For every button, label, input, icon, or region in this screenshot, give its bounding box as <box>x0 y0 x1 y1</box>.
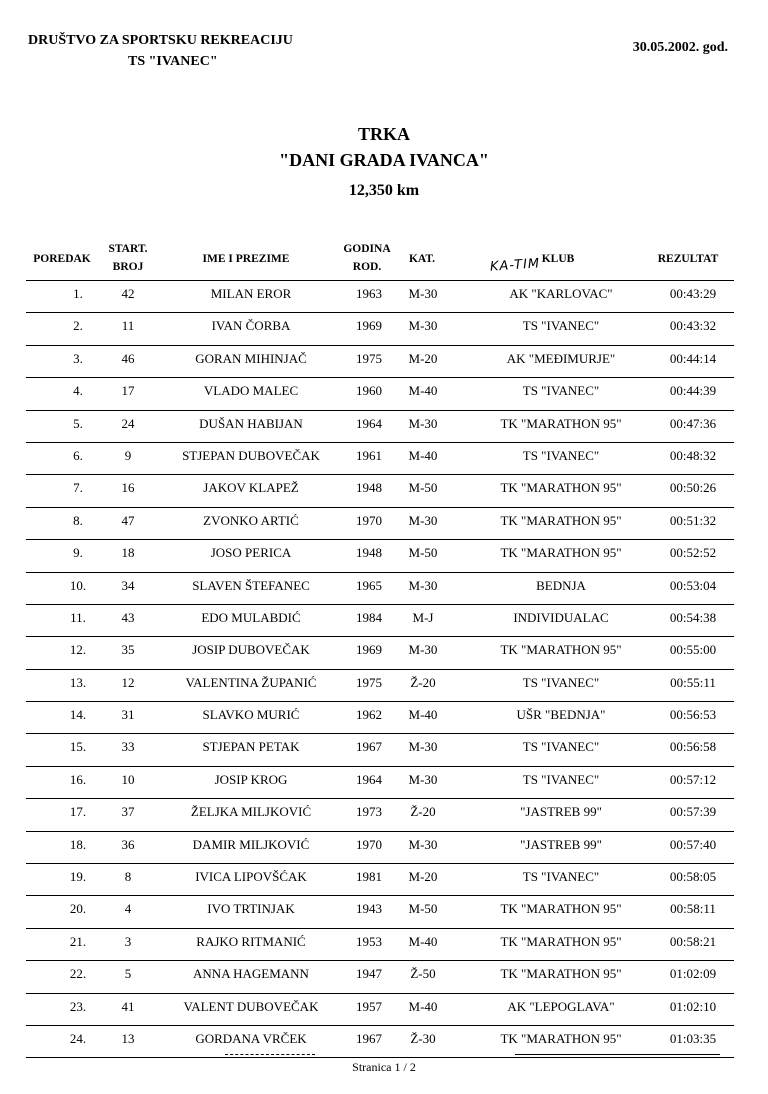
cell-result: 00:47:36 <box>669 415 717 431</box>
cell-result: 00:57:12 <box>669 771 717 787</box>
cell-start-number: 12 <box>121 674 135 690</box>
cell-result: 01:03:35 <box>669 1030 717 1046</box>
cell-name: SLAVKO MURIĆ <box>202 707 300 723</box>
cell-position: 17. <box>69 804 87 820</box>
cell-name: MILAN EROR <box>210 286 292 301</box>
cell-name: ZVONKO ARTIĆ <box>203 512 299 528</box>
cell-position: 15. <box>69 739 87 755</box>
cell-category: M-40 <box>408 447 438 463</box>
cell-start-number: 47 <box>121 512 135 528</box>
cell-category: M-30 <box>408 836 438 852</box>
cell-birth-year: 1961 <box>356 447 382 463</box>
cell-name: EDO MULABDIĆ <box>201 609 301 625</box>
cell-club: TK "MARATHON 95" <box>500 415 622 431</box>
cell-club: AK "MEĐIMURJE" <box>506 350 616 366</box>
cell-position: 5. <box>73 415 83 431</box>
cell-name: JOSO PERICA <box>210 545 292 561</box>
page-number: Stranica 1 / 2 <box>352 1060 416 1074</box>
cell-name: VLADO MALEC <box>203 383 299 399</box>
table-row <box>26 281 734 313</box>
cell-category: M-30 <box>408 739 438 755</box>
cell-category: M-30 <box>408 512 438 528</box>
table-row <box>26 605 734 637</box>
table-row <box>26 702 734 734</box>
cell-result: 00:55:00 <box>669 642 717 658</box>
cell-name: DUŠAN HABIJAN <box>199 415 303 431</box>
cell-position: 20. <box>69 901 87 917</box>
cell-name: STJEPAN PETAK <box>202 739 300 755</box>
cell-club: TK "MARATHON 95" <box>500 512 622 528</box>
cell-result: 00:56:58 <box>669 739 717 755</box>
cell-position: 18. <box>69 836 87 852</box>
cell-result: 00:52:52 <box>669 545 717 561</box>
cell-club: TK "MARATHON 95" <box>500 933 622 949</box>
org-line-1: DRUŠTVO ZA SPORTSKU REKREACIJU <box>28 33 293 48</box>
cell-club: TK "MARATHON 95" <box>500 1030 622 1046</box>
cell-club: TK "MARATHON 95" <box>500 966 622 982</box>
cell-birth-year: 1963 <box>356 286 382 301</box>
organization-name <box>28 30 293 72</box>
cell-result: 00:43:32 <box>669 318 717 334</box>
cell-name: STJEPAN DUBOVEČAK <box>182 447 320 463</box>
cell-category: Ž-30 <box>410 1030 436 1046</box>
cell-club: TS "IVANEC" <box>522 318 600 334</box>
cell-position: 6. <box>73 447 83 463</box>
cell-position: 22. <box>69 966 87 982</box>
cell-position: 24. <box>69 1030 87 1046</box>
cell-category: M-30 <box>408 415 438 431</box>
cell-club: "JASTREB 99" <box>520 804 602 820</box>
cell-name: ANNA HAGEMANN <box>193 966 309 982</box>
cell-result: 01:02:10 <box>669 998 717 1014</box>
cell-name: GORDANA VRČEK <box>195 1030 307 1046</box>
cell-name: RAJKO RITMANIĆ <box>196 933 306 949</box>
cell-club: TS "IVANEC" <box>522 739 600 755</box>
cell-result: 00:58:05 <box>669 869 717 885</box>
cell-result: 00:44:39 <box>669 383 717 399</box>
cell-start-number: 16 <box>121 480 135 496</box>
col-header-year-line2: ROD. <box>352 261 382 273</box>
cell-position: 11. <box>70 609 86 625</box>
cell-birth-year: 1947 <box>356 966 382 982</box>
table-row <box>26 573 734 605</box>
table-row <box>26 767 734 799</box>
cell-position: 1. <box>73 286 83 301</box>
cell-category: Ž-50 <box>410 966 436 982</box>
cell-birth-year: 1943 <box>356 901 382 917</box>
cell-category: M-50 <box>408 545 438 561</box>
cell-name: JOSIP KROG <box>214 771 288 787</box>
table-row <box>26 799 734 831</box>
cell-club: TS "IVANEC" <box>522 383 600 399</box>
cell-position: 21. <box>69 933 87 949</box>
cell-result: 00:57:39 <box>669 804 717 820</box>
table-row <box>26 378 734 410</box>
cell-birth-year: 1948 <box>356 480 382 496</box>
cell-name: JAKOV KLAPEŽ <box>203 480 299 496</box>
col-header-year-line1: GODINA <box>343 243 391 255</box>
col-header-result: REZULTAT <box>657 253 719 265</box>
cell-position: 8. <box>73 512 83 528</box>
cell-result: 01:02:09 <box>669 966 717 982</box>
cell-category: M-40 <box>408 933 438 949</box>
cell-category: M-20 <box>408 869 438 885</box>
cell-name: SLAVEN ŠTEFANEC <box>192 577 310 593</box>
cell-position: 14. <box>69 707 87 723</box>
cell-club: TK "MARATHON 95" <box>500 545 622 561</box>
col-header-start-line2: BROJ <box>112 261 144 273</box>
cell-start-number: 46 <box>121 350 135 366</box>
col-header-birth-year <box>334 240 400 276</box>
col-header-name: IME I PREZIME <box>202 253 290 265</box>
cell-position: 19. <box>69 869 87 885</box>
race-distance: 12,350 km <box>348 182 420 199</box>
cell-club: UŠR "BEDNJA" <box>516 707 606 723</box>
cell-name: GORAN MIHINJAČ <box>195 350 307 366</box>
cell-club: BEDNJA <box>536 577 586 593</box>
cell-start-number: 24 <box>121 415 135 431</box>
table-row <box>26 313 734 345</box>
footer-line-left <box>225 1054 315 1055</box>
cell-club: TS "IVANEC" <box>522 447 600 463</box>
cell-club: TS "IVANEC" <box>522 771 600 787</box>
cell-position: 13. <box>69 674 87 690</box>
cell-birth-year: 1981 <box>356 869 382 885</box>
cell-start-number: 8 <box>124 869 132 885</box>
cell-start-number: 31 <box>121 707 135 723</box>
table-row <box>26 864 734 896</box>
cell-category: M-30 <box>408 771 438 787</box>
cell-club: TS "IVANEC" <box>522 869 600 885</box>
cell-club: TS "IVANEC" <box>522 674 600 690</box>
cell-birth-year: 1962 <box>356 707 382 723</box>
cell-birth-year: 1969 <box>356 318 382 334</box>
cell-birth-year: 1973 <box>356 804 382 820</box>
cell-position: 16. <box>69 771 87 787</box>
cell-birth-year: 1965 <box>356 577 382 593</box>
cell-birth-year: 1964 <box>356 771 382 787</box>
cell-result: 00:51:32 <box>669 512 717 528</box>
cell-birth-year: 1960 <box>356 383 382 399</box>
table-row <box>26 637 734 669</box>
table-row <box>26 929 734 961</box>
table-row <box>26 832 734 864</box>
cell-start-number: 4 <box>124 901 132 917</box>
cell-result: 00:55:11 <box>670 674 716 690</box>
cell-start-number: 18 <box>121 545 135 561</box>
footer-line-right <box>515 1054 720 1055</box>
cell-start-number: 35 <box>121 642 135 658</box>
cell-result: 00:54:38 <box>669 609 717 625</box>
cell-club: AK "LEPOGLAVA" <box>507 998 615 1014</box>
cell-position: 3. <box>73 350 83 366</box>
results-table-body <box>26 281 734 1058</box>
cell-start-number: 34 <box>121 577 135 593</box>
cell-start-number: 9 <box>124 447 132 463</box>
cell-birth-year: 1975 <box>356 674 382 690</box>
cell-result: 00:58:21 <box>669 933 717 949</box>
cell-start-number: 42 <box>121 286 135 301</box>
cell-position: 2. <box>73 318 83 334</box>
col-header-start-line1: START. <box>108 243 148 255</box>
col-header-poredak: POREDAK <box>33 253 91 265</box>
table-row <box>26 508 734 540</box>
cell-club: AK "KARLOVAC" <box>509 286 613 301</box>
cell-name: IVAN ČORBA <box>211 318 291 334</box>
cell-category: M-50 <box>408 480 438 496</box>
col-header-club: KLUB <box>541 253 575 265</box>
cell-club: INDIVIDUALAC <box>513 609 609 625</box>
cell-result: 00:44:14 <box>669 350 717 366</box>
cell-position: 9. <box>73 545 83 561</box>
cell-category: M-J <box>412 609 434 625</box>
cell-birth-year: 1957 <box>356 998 382 1014</box>
cell-name: IVO TRTINJAK <box>207 901 295 917</box>
cell-start-number: 5 <box>124 966 132 982</box>
cell-start-number: 36 <box>121 836 135 852</box>
cell-result: 00:50:26 <box>669 480 717 496</box>
cell-category: Ž-20 <box>410 674 436 690</box>
cell-birth-year: 1970 <box>356 512 382 528</box>
cell-club: TK "MARATHON 95" <box>500 901 622 917</box>
cell-position: 23. <box>69 998 87 1014</box>
table-row <box>26 475 734 507</box>
cell-category: M-20 <box>408 350 438 366</box>
cell-birth-year: 1948 <box>356 545 382 561</box>
cell-position: 10. <box>69 577 87 593</box>
cell-name: VALENT DUBOVEČAK <box>183 998 319 1014</box>
cell-category: M-50 <box>408 901 438 917</box>
table-row <box>26 734 734 766</box>
org-line-2: TS "IVANEC" <box>128 54 218 69</box>
cell-category: M-30 <box>408 642 438 658</box>
table-row <box>26 896 734 928</box>
cell-club: TK "MARATHON 95" <box>500 642 622 658</box>
cell-category: M-40 <box>408 707 438 723</box>
cell-start-number: 11 <box>121 318 135 334</box>
cell-category: M-40 <box>408 998 438 1014</box>
cell-birth-year: 1970 <box>356 836 382 852</box>
cell-name: JOSIP DUBOVEČAK <box>192 642 310 658</box>
cell-birth-year: 1975 <box>356 350 382 366</box>
cell-birth-year: 1967 <box>356 1030 382 1046</box>
cell-category: M-30 <box>408 286 438 301</box>
cell-category: M-30 <box>408 577 438 593</box>
cell-result: 00:48:32 <box>669 447 717 463</box>
cell-birth-year: 1964 <box>356 415 382 431</box>
table-row <box>26 670 734 702</box>
table-row <box>26 961 734 993</box>
cell-start-number: 33 <box>121 739 135 755</box>
cell-start-number: 41 <box>121 998 135 1014</box>
cell-result: 00:58:11 <box>670 901 716 917</box>
results-table-header <box>26 240 734 281</box>
cell-name: VALENTINA ŽUPANIĆ <box>185 674 317 690</box>
race-name: "DANI GRADA IVANCA" <box>279 150 489 170</box>
cell-position: 4. <box>73 383 83 399</box>
cell-start-number: 10 <box>121 771 135 787</box>
race-label: TRKA <box>357 124 410 144</box>
cell-name: ŽELJKA MILJKOVIĆ <box>190 804 312 820</box>
cell-result: 00:43:29 <box>669 286 717 301</box>
cell-start-number: 37 <box>121 804 135 820</box>
table-row <box>26 411 734 443</box>
cell-start-number: 43 <box>121 609 135 625</box>
cell-start-number: 13 <box>121 1030 135 1046</box>
col-header-category: KAT. <box>408 253 436 265</box>
cell-birth-year: 1953 <box>356 933 382 949</box>
table-row <box>26 443 734 475</box>
cell-position: 12. <box>69 642 87 658</box>
cell-birth-year: 1969 <box>356 642 382 658</box>
cell-birth-year: 1984 <box>356 609 382 625</box>
handwritten-annotation: KA-TIM <box>489 256 541 275</box>
cell-category: M-30 <box>408 318 438 334</box>
table-row <box>26 994 734 1026</box>
cell-category: Ž-20 <box>410 804 436 820</box>
cell-result: 00:57:40 <box>669 836 717 852</box>
cell-birth-year: 1967 <box>356 739 382 755</box>
cell-start-number: 17 <box>121 383 135 399</box>
cell-name: DAMIR MILJKOVIĆ <box>192 836 310 852</box>
cell-club: "JASTREB 99" <box>520 836 602 852</box>
document-date: 30.05.2002. god. <box>632 40 728 55</box>
cell-result: 00:56:53 <box>669 707 717 723</box>
table-row <box>26 540 734 572</box>
cell-result: 00:53:04 <box>669 577 717 593</box>
cell-category: M-40 <box>408 383 438 399</box>
table-row <box>26 346 734 378</box>
cell-position: 7. <box>73 480 83 496</box>
col-header-start-number <box>100 240 156 276</box>
cell-name: IVICA LIPOVŠĆAK <box>195 869 307 885</box>
cell-club: TK "MARATHON 95" <box>500 480 622 496</box>
cell-start-number: 3 <box>124 933 132 949</box>
